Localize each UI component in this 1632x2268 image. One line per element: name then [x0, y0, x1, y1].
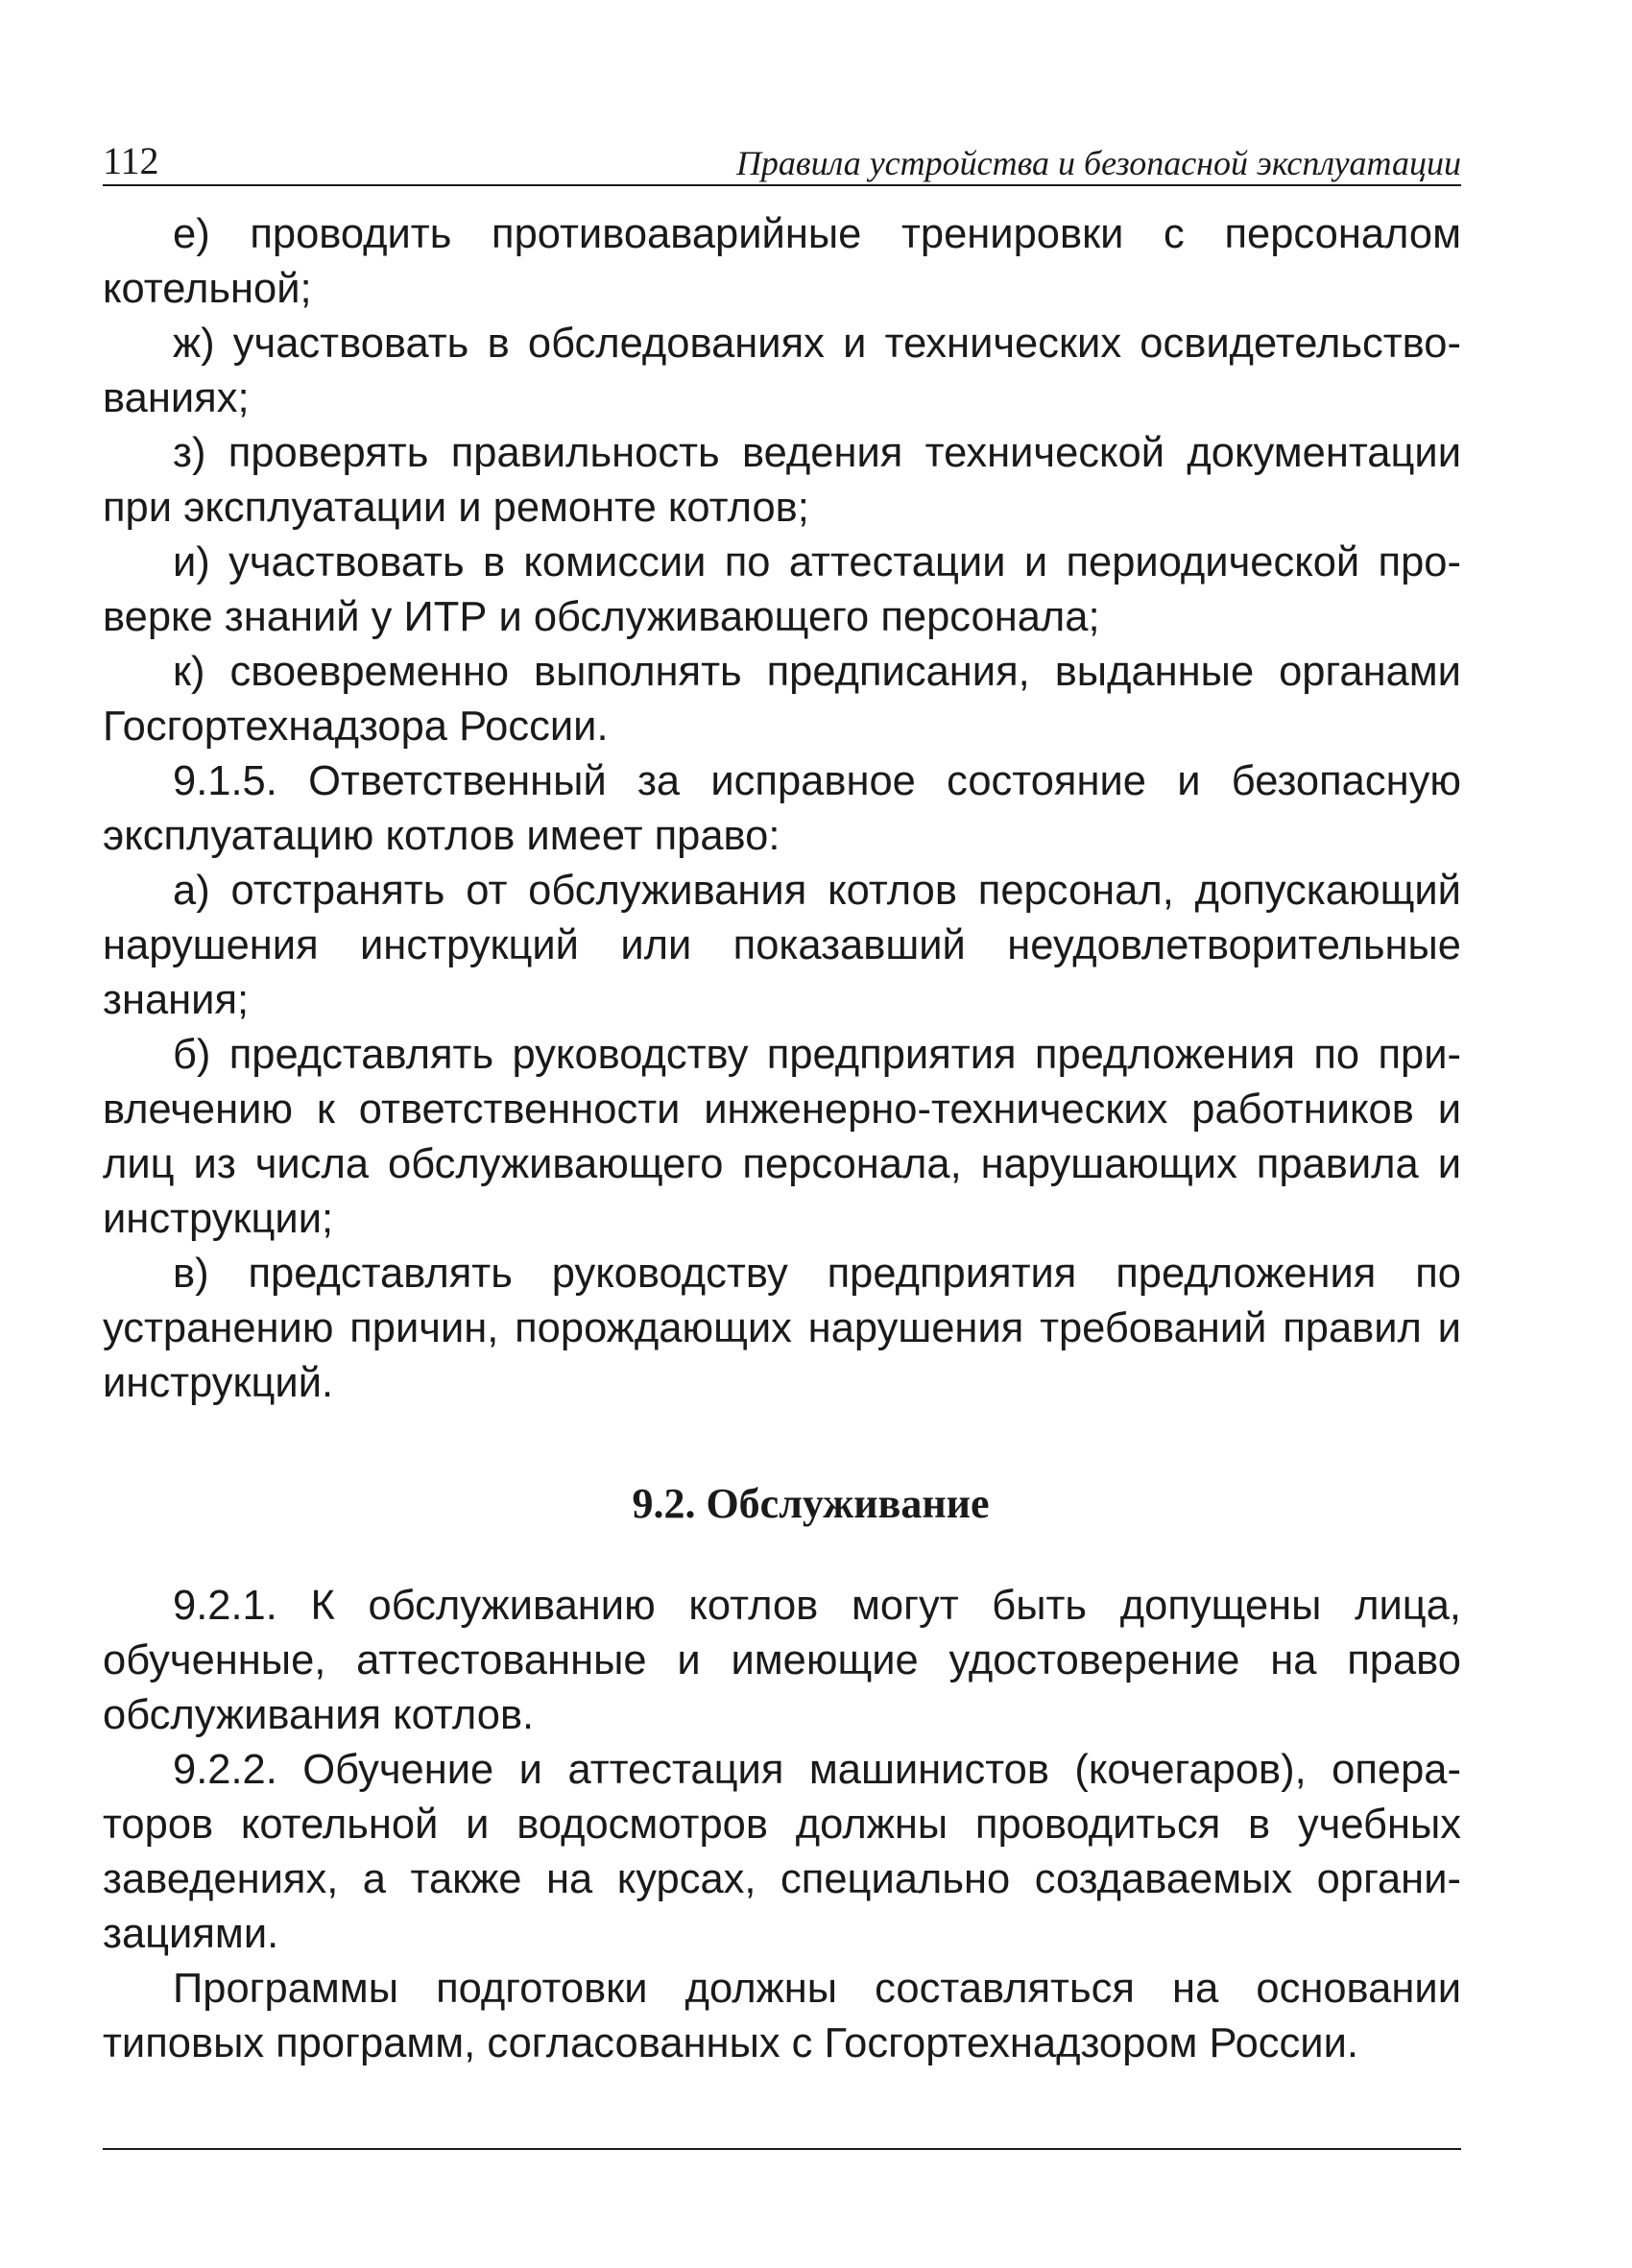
list-item-z: з) проверять правильность ведения технической документации при эксплуатации и ремонте котлов;: [103, 430, 1461, 531]
bottom-rule: [103, 2148, 1461, 2150]
running-header: [103, 134, 1461, 186]
list-item-zh: ж) участвовать в обследованиях и технических освидетельствованиях;: [103, 321, 1461, 421]
list-item-v: в) представлять руководству предприятия предложения по устранению причин, порождающих нарушения требований правил и инструкций.: [103, 1251, 1461, 1406]
clause-9-1-5: 9.1.5. Ответственный за исправное состояние и безопасную эксплуатацию котлов имеет право:: [103, 758, 1461, 859]
programs-paragraph: Программы подготовки должны составляться на основании типовых программ, согласованных с Госгортехнадзором России.: [103, 1966, 1461, 2066]
clause-9-2-1: 9.2.1. К обслуживанию котлов могут быть допущены лица, обученные, аттестованные и имеющие удостоверение на право обслуживания котлов.: [103, 1583, 1461, 1738]
list-item-b: б) представлять руководству предприятия предложения по привлечению к ответственности инженерно-технических работников и лиц из числа обслуживающего персонала, нарушающих правила и инструкции;: [103, 1032, 1461, 1242]
list-item-k: к) своевременно выполнять предписания, выданные органами Госгортехнадзора России.: [103, 649, 1461, 750]
list-item-i: и) участвовать в комиссии по аттестации и периодической проверке знаний у ИТР и обслуживающего персонала;: [103, 539, 1461, 640]
list-item-e: е) проводить противоаварийные тренировки с персоналом котельной;: [103, 211, 1461, 312]
clause-9-2-2: 9.2.2. Обучение и аттестация машинистов (кочегаров), операторов котельной и водосмотров должны проводиться в учебных заведениях, а также на курсах, специально создаваемых организациями.: [103, 1747, 1461, 1957]
list-item-a: а) отстранять от обслуживания котлов персонал, допускающий нарушения инструкций или показавший неудовлетворительные знания;: [103, 868, 1461, 1023]
section-heading: [103, 1476, 1461, 1531]
page-number: 112: [103, 139, 159, 182]
section-heading-text: 9.2. Обслуживание: [632, 1480, 990, 1527]
book-page: [103, 134, 1461, 2150]
running-title: Правила устройства и безопасной эксплуатации: [735, 144, 1461, 182]
body-text: [103, 207, 1461, 2071]
